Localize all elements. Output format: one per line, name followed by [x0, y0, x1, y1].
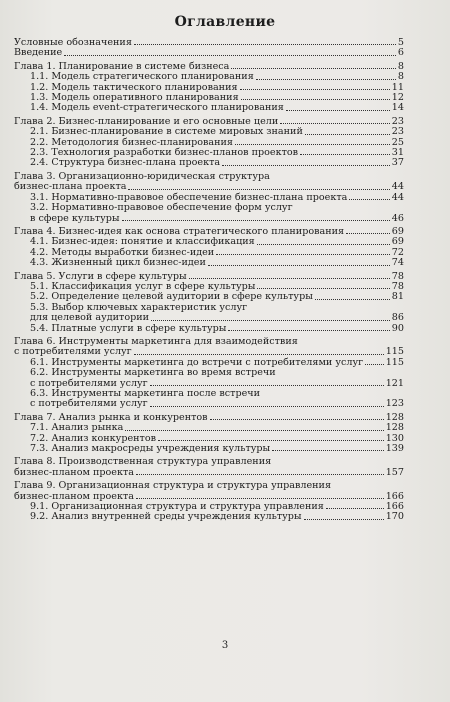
- toc-section-entry: [14, 203, 404, 224]
- toc-page-number: 78: [391, 280, 404, 292]
- toc-entry-title-line: Глава 6. Инструменты маркетинга для взаимодействия: [14, 335, 298, 347]
- toc-page-number: 86: [391, 312, 404, 324]
- toc-entry-title: Глава 4. Бизнес-идея как основа стратегического планирования: [14, 225, 345, 237]
- toc-chapter-entry: [14, 48, 404, 58]
- toc-section-entry: [14, 258, 404, 268]
- toc-entry-title-line: 6.2. Инструменты маркетинга во время встречи: [30, 367, 276, 379]
- toc-dot-leader: [256, 79, 396, 80]
- toc-page-number: 130: [385, 432, 404, 444]
- toc-entry-title: в сфере культуры: [30, 212, 120, 224]
- toc-chapter-entry: [14, 172, 404, 193]
- toc-entry-title: для целевой аудитории: [30, 312, 150, 324]
- toc-entry-title: Глава 5. Услуги в сфере культуры: [14, 270, 187, 282]
- toc-entry-title: 4.3. Жизненный цикл бизнес-идеи: [30, 257, 206, 269]
- toc-page-number: 139: [385, 443, 404, 455]
- toc-dot-leader: [326, 508, 384, 509]
- toc-entry-title: бизнес-планом проекта: [14, 490, 134, 502]
- toc-entry-title: 5.2. Определение целевой аудитории в сфере культуры: [30, 291, 313, 303]
- toc-page-number: 14: [391, 102, 404, 114]
- toc-dot-leader: [210, 419, 384, 420]
- toc-chapter-entry: [14, 481, 404, 502]
- toc-dot-leader: [304, 519, 384, 520]
- toc-page-number: 69: [391, 225, 404, 237]
- toc-entry-title: 5.4. Платные услуги в сфере культуры: [30, 322, 227, 334]
- toc-page-number: 166: [385, 501, 404, 513]
- toc-page-number: 157: [385, 466, 404, 478]
- toc-dot-leader: [150, 406, 384, 407]
- toc-page-number: 72: [391, 246, 404, 258]
- toc-entry-title: 2.4. Структура бизнес-плана проекта: [30, 157, 221, 169]
- toc-entry-title: Условные обозначения: [14, 37, 132, 48]
- toc-dot-leader: [280, 123, 390, 124]
- toc-entry-title: 1.4. Модель event-стратегического планирования: [30, 102, 284, 114]
- toc-entry-title: Глава 2. Бизнес-планирование и его основные цели: [14, 115, 279, 127]
- toc-dot-leader: [346, 233, 390, 234]
- toc-dot-leader: [189, 278, 390, 279]
- toc-entry-title: 1.2. Модель тактического планирования: [30, 81, 238, 93]
- toc-dot-leader: [134, 44, 396, 45]
- toc-dot-leader: [128, 189, 389, 190]
- toc-dot-leader: [136, 498, 384, 499]
- toc-entry-title: с потребителями услуг: [30, 377, 148, 389]
- toc-section-entry: [14, 389, 404, 410]
- toc-entry-title: 2.1. Бизнес-планирование в системе мировых знаний: [30, 126, 303, 138]
- toc-entry-title: Глава 7. Анализ рынка и конкурентов: [14, 411, 208, 423]
- toc-dot-leader: [125, 430, 383, 431]
- toc-page-number: 46: [391, 212, 404, 224]
- toc-dot-leader: [240, 89, 390, 90]
- toc-dot-leader: [241, 99, 390, 100]
- toc-entry-title: 4.1. Бизнес-идея: понятие и классификация: [30, 236, 255, 248]
- toc-dot-leader: [136, 474, 384, 475]
- toc-chapter-entry: [14, 457, 404, 478]
- toc-dot-leader: [231, 68, 395, 69]
- toc-section-entry: [14, 303, 404, 324]
- toc-dot-leader: [222, 165, 390, 166]
- toc-dot-leader: [286, 110, 390, 111]
- toc-entry-title-line: Глава 9. Организационная структура и структура управления: [14, 480, 331, 492]
- toc-section-entry: [14, 324, 404, 334]
- toc-page-number: 123: [385, 398, 404, 410]
- toc-page-number: 115: [385, 346, 404, 358]
- toc-page-number: 44: [391, 191, 404, 203]
- toc-dot-leader: [349, 199, 389, 200]
- toc-entry-title: бизнес-планом проекта: [14, 466, 134, 478]
- toc-page-number: 23: [391, 115, 404, 127]
- toc-dot-leader: [235, 144, 390, 145]
- toc-page-number: 23: [391, 126, 404, 138]
- table-of-contents: [14, 38, 404, 523]
- toc-entry-title: с потребителями услуг: [30, 398, 148, 410]
- toc-section-entry: [14, 368, 404, 389]
- toc-dot-leader: [365, 364, 384, 365]
- toc-page-number: 74: [391, 257, 404, 269]
- toc-entry-title: 7.1. Анализ рынка: [30, 422, 124, 434]
- toc-chapter-entry: [14, 337, 404, 358]
- toc-entry-title-line: Глава 8. Производственная структура управления: [14, 456, 272, 468]
- toc-entry-title: 6.1. Инструменты маркетинга до встречи с потребителями услуг: [30, 356, 364, 368]
- toc-entry-title: 7.2. Анализ конкурентов: [30, 432, 157, 444]
- toc-entry-title: 9.2. Анализ внутренней среды учреждения культуры: [30, 511, 302, 523]
- toc-entry-title-line: 3.2. Нормативно-правовое обеспечение форм услуг: [30, 202, 293, 214]
- toc-dot-leader: [305, 134, 390, 135]
- toc-entry-title: 9.1. Организационная структура и структура управления: [30, 501, 324, 513]
- toc-page-number: 121: [385, 377, 404, 389]
- toc-page-number: 44: [391, 181, 404, 193]
- toc-page-number: 25: [391, 136, 404, 148]
- toc-page-number: 31: [391, 147, 404, 159]
- toc-entry-title: 2.3. Технология разработки бизнес-планов проектов: [30, 147, 299, 159]
- toc-entry-title: Введение: [14, 47, 63, 59]
- toc-entry-title: 1.3. Модель оперативного планирования: [30, 92, 239, 104]
- toc-dot-leader: [300, 154, 390, 155]
- toc-entry-title: 2.2. Методология бизнес-планирования: [30, 136, 233, 148]
- toc-page-number: 12: [391, 92, 404, 104]
- toc-dot-leader: [122, 220, 390, 221]
- toc-dot-leader: [257, 288, 389, 289]
- toc-entry-title: 3.1. Нормативно-правовое обеспечение бизнес-плана проекта: [30, 191, 348, 203]
- toc-entry-title-line: Глава 3. Организационно-юридическая структура: [14, 170, 270, 182]
- toc-entry-title-line: 6.3. Инструменты маркетинга после встречи: [30, 388, 261, 399]
- toc-dot-leader: [151, 320, 390, 321]
- toc-page-number: 166: [385, 490, 404, 502]
- toc-page-number: 69: [391, 236, 404, 248]
- toc-page-number: 11: [391, 81, 404, 93]
- toc-page-number: 115: [385, 356, 404, 368]
- toc-dot-leader: [208, 265, 390, 266]
- toc-page-number: 5: [397, 37, 404, 48]
- toc-page-number: 128: [385, 422, 404, 434]
- toc-dot-leader: [257, 244, 390, 245]
- toc-dot-leader: [64, 55, 396, 56]
- toc-dot-leader: [158, 440, 384, 441]
- toc-page-number: 78: [391, 270, 404, 282]
- toc-entry-title: 1.1. Модель стратегического планирования: [30, 71, 254, 83]
- toc-page-number: 170: [385, 511, 404, 523]
- toc-page-number: 81: [391, 291, 404, 303]
- toc-entry-title-line: 5.3. Выбор ключевых характеристик услуг: [30, 301, 248, 313]
- toc-dot-leader: [216, 254, 390, 255]
- toc-chapter-entry: [14, 38, 404, 48]
- toc-entry-title: 4.2. Методы выработки бизнес-идеи: [30, 246, 215, 258]
- toc-dot-leader: [134, 354, 384, 355]
- toc-entry-title: 7.3. Анализ макросреды учреждения культуры: [30, 443, 271, 455]
- toc-section-entry: [14, 103, 404, 113]
- toc-dot-leader: [315, 299, 390, 300]
- toc-page-number: 128: [385, 411, 404, 423]
- toc-section-entry: [14, 158, 404, 168]
- toc-dot-leader: [272, 450, 384, 451]
- toc-entry-title: Глава 1. Планирование в системе бизнеса: [14, 60, 230, 72]
- toc-entry-title: 5.1. Классификация услуг в сфере культуры: [30, 280, 256, 292]
- toc-section-entry: [14, 512, 404, 522]
- toc-page-number: 37: [391, 157, 404, 169]
- toc-page-number: 8: [397, 60, 404, 72]
- toc-entry-title: с потребителями услуг: [14, 346, 132, 358]
- toc-page-number: 90: [391, 322, 404, 334]
- toc-section-entry: [14, 444, 404, 454]
- page-title: Оглавление: [174, 14, 276, 30]
- toc-page-number: 6: [397, 47, 404, 59]
- toc-dot-leader: [150, 385, 384, 386]
- toc-dot-leader: [228, 330, 389, 331]
- toc-page-number: 8: [397, 71, 404, 83]
- page-number: 3: [221, 640, 229, 651]
- toc-entry-title: бизнес-плана проекта: [14, 181, 127, 193]
